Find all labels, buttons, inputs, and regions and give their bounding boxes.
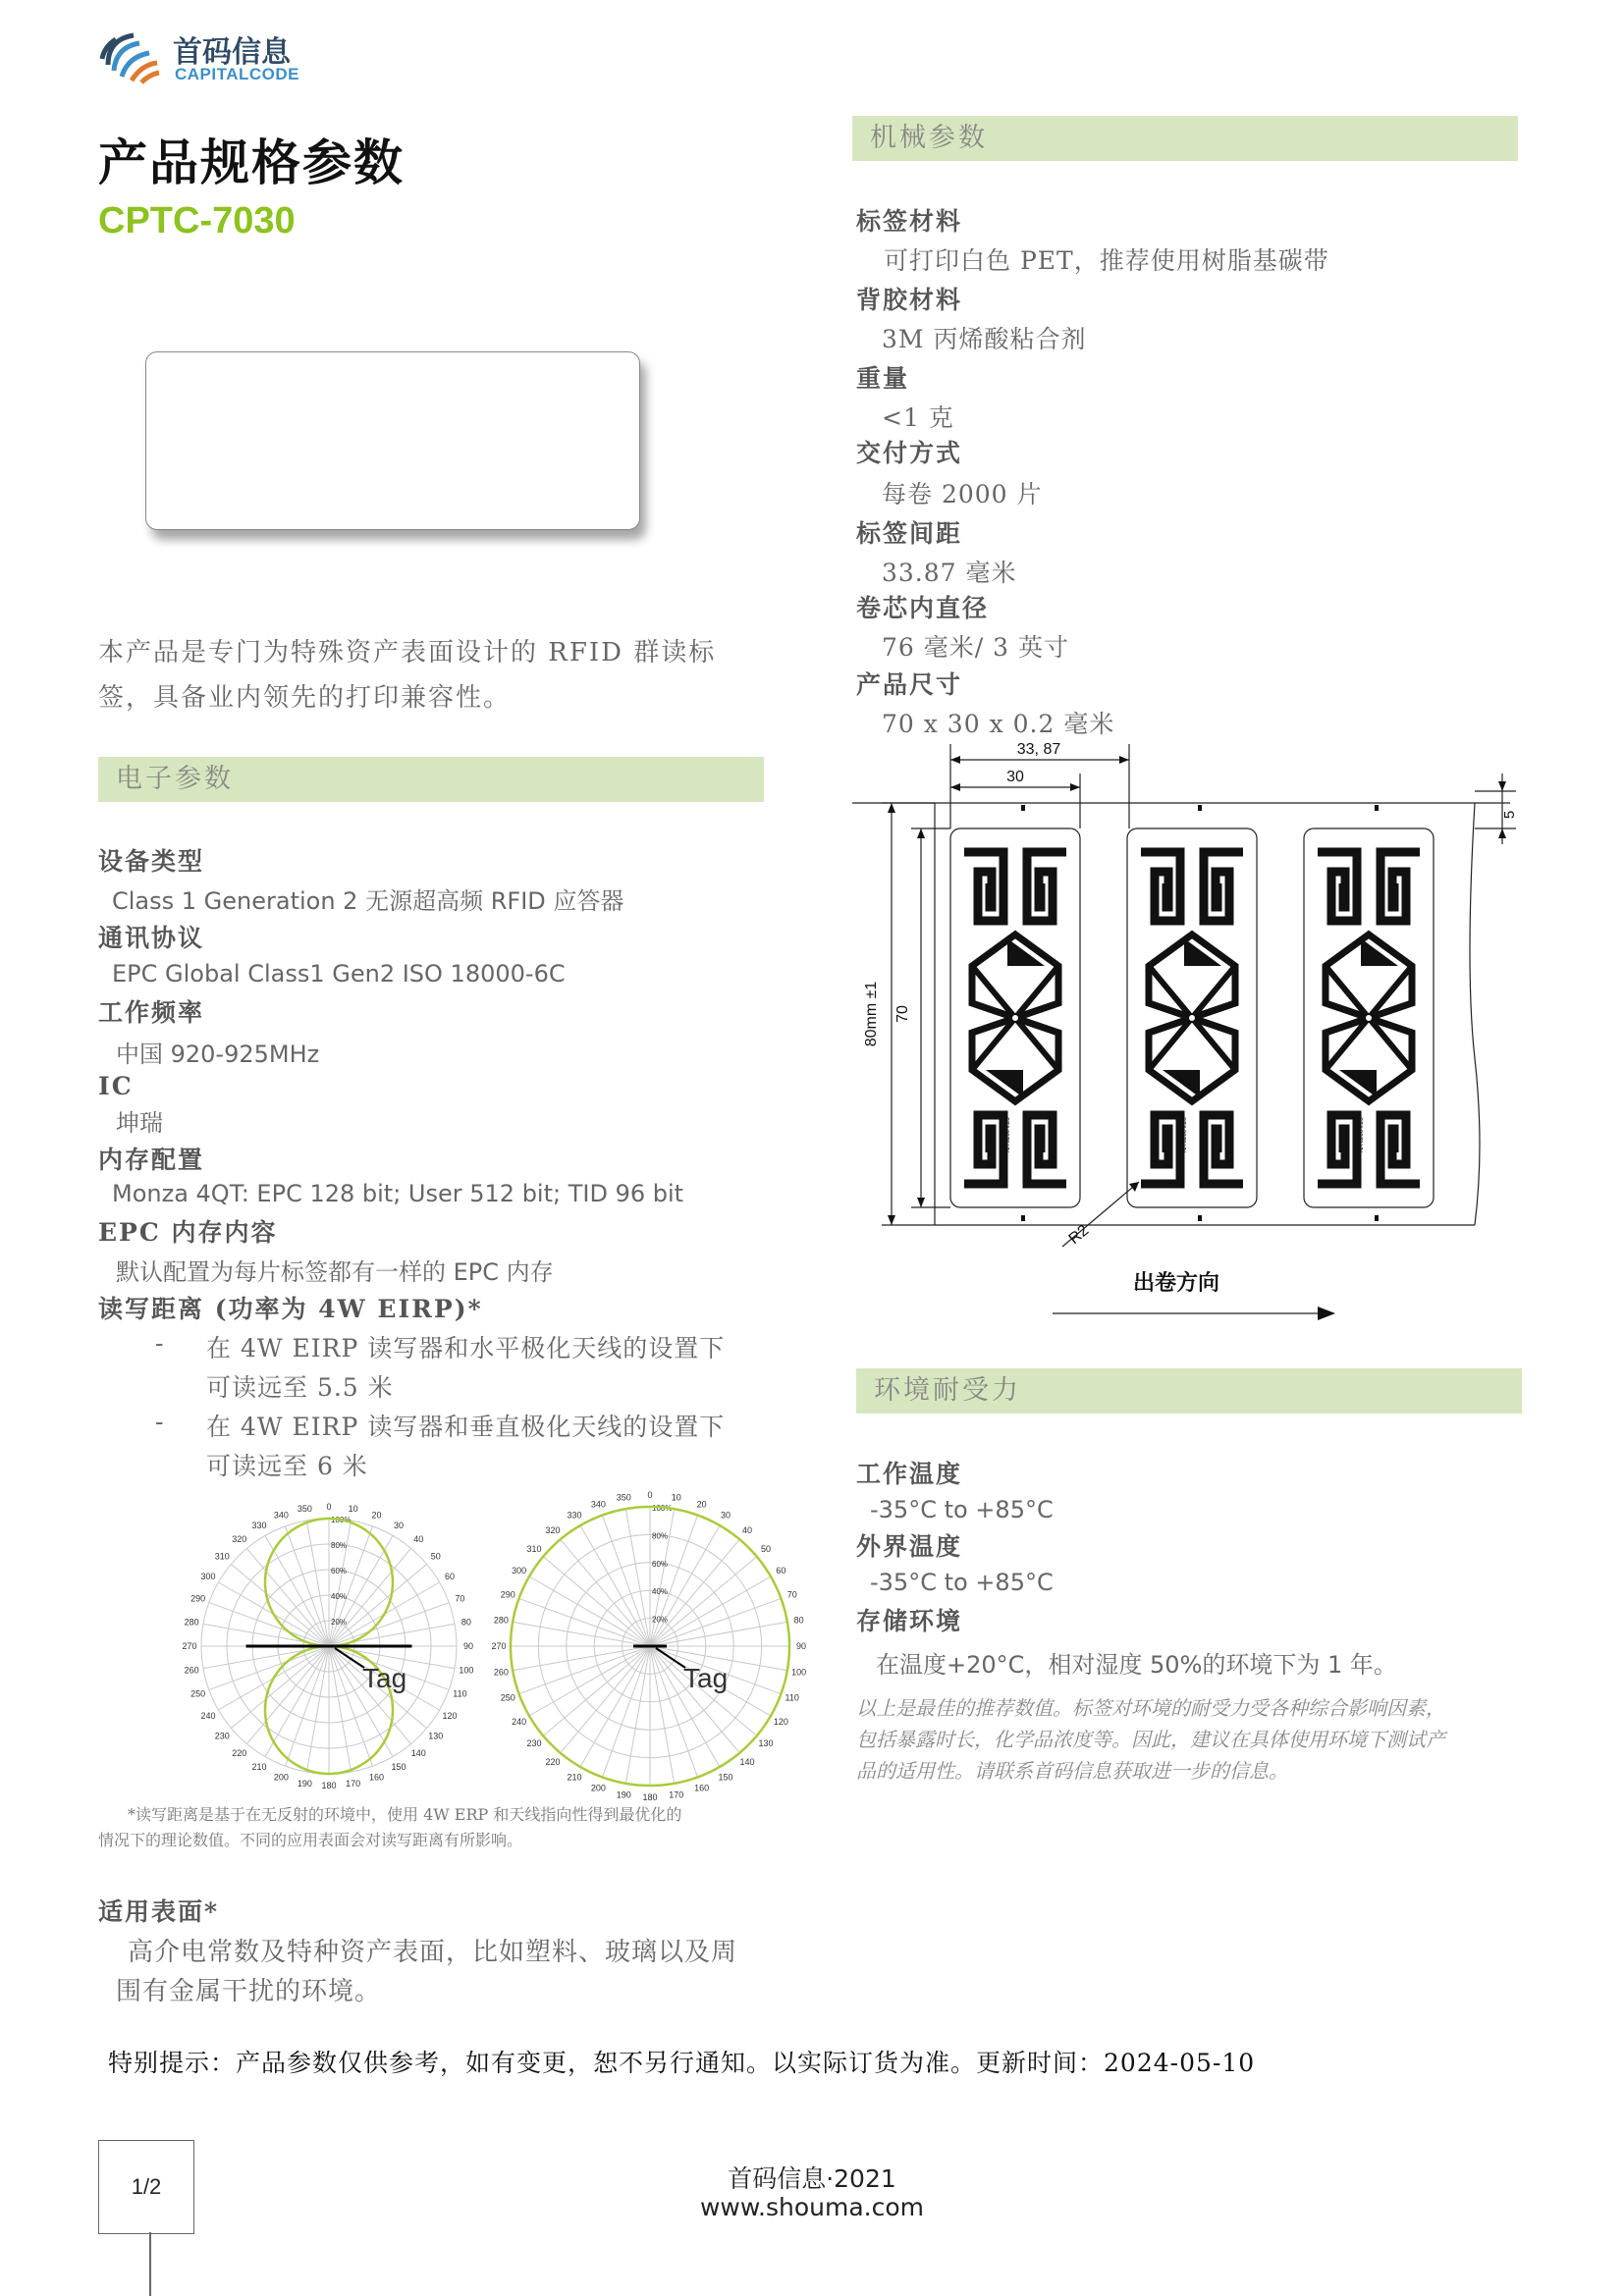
polar-angle-label: 50 xyxy=(430,1551,441,1562)
polar-angle-label: 130 xyxy=(428,1731,444,1741)
polar-radial-label: 60% xyxy=(652,1559,669,1569)
dim-height-total: 80mm ±1 xyxy=(863,981,880,1047)
antenna-coil xyxy=(1380,852,1420,921)
polar-angle-label: 40 xyxy=(413,1534,424,1545)
polar-angle-label: 120 xyxy=(442,1711,458,1721)
polar-angle-label: 300 xyxy=(200,1572,216,1581)
param-value: 坤瑞 xyxy=(116,1109,163,1137)
polar-angle-label: 30 xyxy=(393,1521,405,1531)
polar-angle-label: 280 xyxy=(493,1615,509,1626)
surface-label: 适用表面* xyxy=(98,1897,220,1926)
polar-angle-label: 200 xyxy=(590,1783,606,1793)
polar-angle-label: 160 xyxy=(694,1783,710,1793)
polar-angle-label: 110 xyxy=(785,1692,799,1703)
bullet-dash: - xyxy=(155,1408,165,1436)
param-label: 卷芯内直径 xyxy=(856,594,990,622)
param-value: EPC Global Class1 Gen2 ISO 18000-6C xyxy=(112,960,566,988)
polar-angle-label: 60 xyxy=(776,1566,786,1575)
param-value: 中国 920-925MHz xyxy=(116,1041,320,1068)
corner-radius: R2 xyxy=(1065,1221,1093,1249)
polar-radial-label: 80% xyxy=(331,1541,348,1550)
polar-footnote-line: 情况下的理论数值。不同的应用表面会对读写距离有所影响。 xyxy=(98,1831,523,1849)
polar-angle-label: 220 xyxy=(545,1756,561,1767)
polar-angle-label: 0 xyxy=(326,1502,332,1512)
param-label: 读写距离 (功率为 4W EIRP)* xyxy=(98,1295,483,1323)
polar-angle-label: 20 xyxy=(696,1499,707,1510)
bullet-text: 可读远至 6 米 xyxy=(206,1452,368,1480)
polar-angle-label: 290 xyxy=(500,1589,515,1600)
section-environment xyxy=(856,1368,1522,1414)
polar-angle-label: 80 xyxy=(793,1615,804,1626)
polar-angle-label: 160 xyxy=(369,1772,385,1783)
polar-angle-label: 70 xyxy=(455,1593,465,1604)
bullet-text: 可读远至 5.5 米 xyxy=(206,1373,394,1402)
footer-website: www.shouma.com xyxy=(699,2193,924,2221)
direction-label: 出卷方向 xyxy=(1132,1270,1220,1295)
tag-antenna xyxy=(964,852,1066,1184)
page-box-rule xyxy=(149,2232,151,2296)
section-mechanical xyxy=(852,116,1518,161)
logo xyxy=(98,24,334,88)
antenna-chip xyxy=(1188,1014,1196,1022)
antenna-coil xyxy=(964,1115,1003,1184)
polar-angle-label: 320 xyxy=(232,1534,247,1545)
polar-chart-right xyxy=(491,1490,821,1818)
polar-angle-label: 320 xyxy=(545,1525,561,1536)
dim-width: 30 xyxy=(1006,769,1024,785)
param-label: 重量 xyxy=(856,364,910,393)
polar-radial-label: 60% xyxy=(331,1567,348,1575)
param-value: 在温度+20°C，相对湿度 50%的环境下为 1 年。 xyxy=(876,1651,1397,1679)
param-value: <1 克 xyxy=(882,403,954,432)
polar-angle-label: 350 xyxy=(616,1492,631,1503)
polar-angle-label: 30 xyxy=(720,1510,731,1521)
polar-angle-label: 120 xyxy=(773,1717,788,1727)
polar-angle-label: 10 xyxy=(348,1504,358,1515)
polar-angle-label: 240 xyxy=(200,1711,216,1721)
param-label: 存储环境 xyxy=(856,1607,963,1635)
polar-angle-label: 170 xyxy=(346,1778,361,1789)
param-value: 可打印白色 PET，推荐使用树脂基碳带 xyxy=(884,246,1329,275)
param-label: EPC 内存内容 xyxy=(98,1218,278,1247)
polar-angle-label: 150 xyxy=(718,1772,733,1783)
bullet-dash: - xyxy=(155,1329,165,1358)
polar-angle-label: 20 xyxy=(371,1510,382,1521)
polar-angle-label: 250 xyxy=(190,1688,206,1699)
polar-footnote xyxy=(98,1802,785,1853)
polar-radial-label: 100% xyxy=(652,1504,673,1513)
section-title: 机械参数 xyxy=(870,123,988,153)
param-value: 每卷 2000 片 xyxy=(882,480,1043,508)
param-label: 背胶材料 xyxy=(856,286,963,314)
param-value: Class 1 Generation 2 无源超高频 RFID 应答器 xyxy=(112,887,624,915)
logo-en: CAPITALCODE xyxy=(175,65,300,83)
polar-angle-label: 80 xyxy=(460,1617,471,1628)
polar-radial-label: 40% xyxy=(331,1592,348,1601)
polar-angle-label: 70 xyxy=(786,1589,797,1600)
polar-radial-label: 20% xyxy=(331,1618,348,1627)
polar-radial-label: 40% xyxy=(652,1587,669,1597)
polar-angle-label: 310 xyxy=(214,1551,230,1562)
page-number: 1/2 xyxy=(131,2174,162,2199)
param-label: IC xyxy=(98,1072,134,1100)
polar-footnote-line: *读写距离是基于在无反射的环境中，使用 4W ERP 和天线指向性得到最优化的 xyxy=(128,1805,682,1824)
antenna-coil xyxy=(1027,1115,1066,1184)
polar-angle-label: 40 xyxy=(741,1525,752,1536)
param-label: 工作温度 xyxy=(856,1460,963,1488)
polar-angle-label: 210 xyxy=(567,1772,582,1783)
param-value: 70 x 30 x 0.2 毫米 xyxy=(882,710,1115,738)
param-label: 标签间距 xyxy=(856,519,963,548)
description-line: 本产品是专门为特殊资产表面设计的 RFID 群读标 xyxy=(98,638,717,667)
polar-angle-label: 260 xyxy=(493,1667,509,1678)
param-label: 通讯协议 xyxy=(98,924,205,952)
polar-angle-label: 210 xyxy=(251,1761,267,1772)
polar-angle-label: 180 xyxy=(321,1781,337,1790)
antenna-coil xyxy=(1027,852,1066,921)
param-label: 产品尺寸 xyxy=(856,670,963,699)
model-number: CPTC-7030 xyxy=(98,200,296,241)
antenna-coil xyxy=(1204,852,1243,921)
polar-angle-label: 230 xyxy=(526,1737,542,1748)
description-line: 签，具备业内领先的打印兼容性。 xyxy=(98,683,512,713)
environment-note xyxy=(856,1692,1524,1787)
polar-radial-label: 100% xyxy=(331,1516,352,1524)
section-electronic xyxy=(98,757,764,802)
param-label: 内存配置 xyxy=(98,1146,205,1174)
polar-chart-left xyxy=(182,1494,474,1818)
param-value: 33.87 毫米 xyxy=(882,559,1017,587)
capitalcode-logo-icon xyxy=(98,26,163,86)
polar-angle-label: 270 xyxy=(491,1641,507,1651)
dim-gap: 5 xyxy=(1501,810,1518,820)
special-notice: 特别提示：产品参数仅供参考，如有变更，恕不另行通知。以实际订货为准。更新时间：2024-05-10 xyxy=(108,2049,1256,2077)
polar-angle-label: 140 xyxy=(410,1747,426,1758)
dim-pitch: 33, 87 xyxy=(1016,741,1061,758)
antenna-coil xyxy=(1141,1115,1180,1184)
antenna-coil xyxy=(964,852,1003,921)
polar-angle-label: 140 xyxy=(739,1756,755,1767)
antenna-coil xyxy=(1141,852,1180,921)
section-title: 电子参数 xyxy=(116,764,234,794)
antenna-chip xyxy=(1365,1014,1373,1022)
tag-label: Tag xyxy=(683,1663,729,1693)
param-value: 默认配置为每片标签都有一样的 EPC 内存 xyxy=(116,1258,554,1286)
note-line: 包括暴露时长，化学品浓度等。因此，建议在具体使用环境下测试产 xyxy=(856,1728,1445,1751)
bullet-text: 在 4W EIRP 读写器和垂直极化天线的设置下 xyxy=(206,1413,726,1441)
tag-chip-text: NA 0200 v.23 xyxy=(1005,1117,1011,1152)
antenna-coil xyxy=(1380,1115,1420,1184)
polar-angle-label: 180 xyxy=(642,1792,658,1802)
param-value: -35°C to +85°C xyxy=(870,1496,1054,1523)
polar-angle-label: 340 xyxy=(273,1510,289,1521)
polar-angle-label: 200 xyxy=(273,1772,289,1783)
polar-angle-label: 90 xyxy=(462,1641,474,1651)
section-title: 环境耐受力 xyxy=(874,1375,1021,1406)
surface-line: 围有金属干扰的环境。 xyxy=(116,1977,382,2006)
polar-angle-label: 240 xyxy=(512,1717,527,1727)
polar-angle-label: 130 xyxy=(758,1737,774,1748)
polar-angle-label: 330 xyxy=(567,1510,582,1521)
param-value: 76 毫米/ 3 英寸 xyxy=(882,633,1069,662)
dim-height: 70 xyxy=(894,1005,911,1023)
tag-drawing xyxy=(852,734,1520,1323)
footer-company: 首码信息·2021 xyxy=(728,2164,896,2193)
param-label: 外界温度 xyxy=(856,1532,963,1561)
polar-angle-label: 310 xyxy=(526,1544,542,1555)
polar-angle-label: 150 xyxy=(391,1761,406,1772)
polar-angle-label: 170 xyxy=(669,1789,684,1800)
polar-radial-label: 80% xyxy=(652,1531,669,1541)
polar-angle-label: 90 xyxy=(795,1641,807,1651)
polar-angle-label: 350 xyxy=(297,1504,312,1515)
polar-angle-label: 60 xyxy=(444,1572,455,1581)
polar-angle-label: 280 xyxy=(184,1617,199,1628)
polar-angle-label: 10 xyxy=(671,1492,681,1503)
polar-angle-label: 230 xyxy=(214,1731,230,1741)
polar-angle-label: 270 xyxy=(182,1641,197,1651)
product-description xyxy=(98,630,776,721)
note-line: 品的适用性。请联系首码信息获取进一步的信息。 xyxy=(856,1759,1288,1783)
polar-angle-label: 190 xyxy=(297,1778,312,1789)
param-label: 交付方式 xyxy=(856,439,963,467)
param-value: 3M 丙烯酸粘合剂 xyxy=(882,325,1087,353)
polar-angle-label: 190 xyxy=(616,1789,631,1800)
param-label: 标签材料 xyxy=(856,207,963,236)
polar-angle-label: 260 xyxy=(184,1665,199,1676)
page-title: 产品规格参数 xyxy=(98,133,405,191)
polar-angle-label: 300 xyxy=(512,1566,527,1575)
page-box xyxy=(98,2140,194,2234)
polar-angle-label: 340 xyxy=(590,1499,606,1510)
surface-line: 高介电常数及特种资产表面，比如塑料、玻璃以及周 xyxy=(128,1938,738,1967)
tag-chip-text: NA 0200 v.23 xyxy=(1359,1117,1365,1152)
param-label: 工作频率 xyxy=(98,998,205,1027)
polar-angle-label: 220 xyxy=(232,1747,247,1758)
polar-angle-label: 330 xyxy=(251,1521,267,1531)
tag-label: Tag xyxy=(362,1663,407,1693)
param-value: Monza 4QT: EPC 128 bit; User 512 bit; TID 96 bit xyxy=(112,1180,684,1207)
polar-angle-label: 250 xyxy=(500,1692,515,1703)
tag-antenna xyxy=(1318,852,1420,1184)
bullet-text: 在 4W EIRP 读写器和水平极化天线的设置下 xyxy=(206,1334,726,1362)
label-preview xyxy=(145,351,640,530)
antenna-coil xyxy=(1204,1115,1243,1184)
logo-cn: 首码信息 xyxy=(173,35,291,70)
param-value: -35°C to +85°C xyxy=(870,1569,1054,1596)
antenna-coil xyxy=(1318,1115,1357,1184)
polar-angle-label: 50 xyxy=(760,1544,771,1555)
note-line: 以上是最佳的推荐数值。标签对环境的耐受力受各种综合影响因素， xyxy=(856,1696,1445,1720)
tag-chip-text: NA 0200 v.23 xyxy=(1182,1117,1188,1152)
polar-angle-label: 290 xyxy=(190,1593,206,1604)
param-label: 设备类型 xyxy=(98,847,205,876)
polar-angle-label: 0 xyxy=(647,1490,653,1500)
antenna-chip xyxy=(1011,1014,1019,1022)
polar-radial-label: 20% xyxy=(652,1615,669,1625)
polar-angle-label: 100 xyxy=(459,1665,474,1676)
polar-angle-label: 100 xyxy=(791,1667,807,1678)
antenna-coil xyxy=(1318,852,1357,921)
polar-angle-label: 110 xyxy=(453,1688,467,1699)
tag-antenna xyxy=(1141,852,1243,1184)
